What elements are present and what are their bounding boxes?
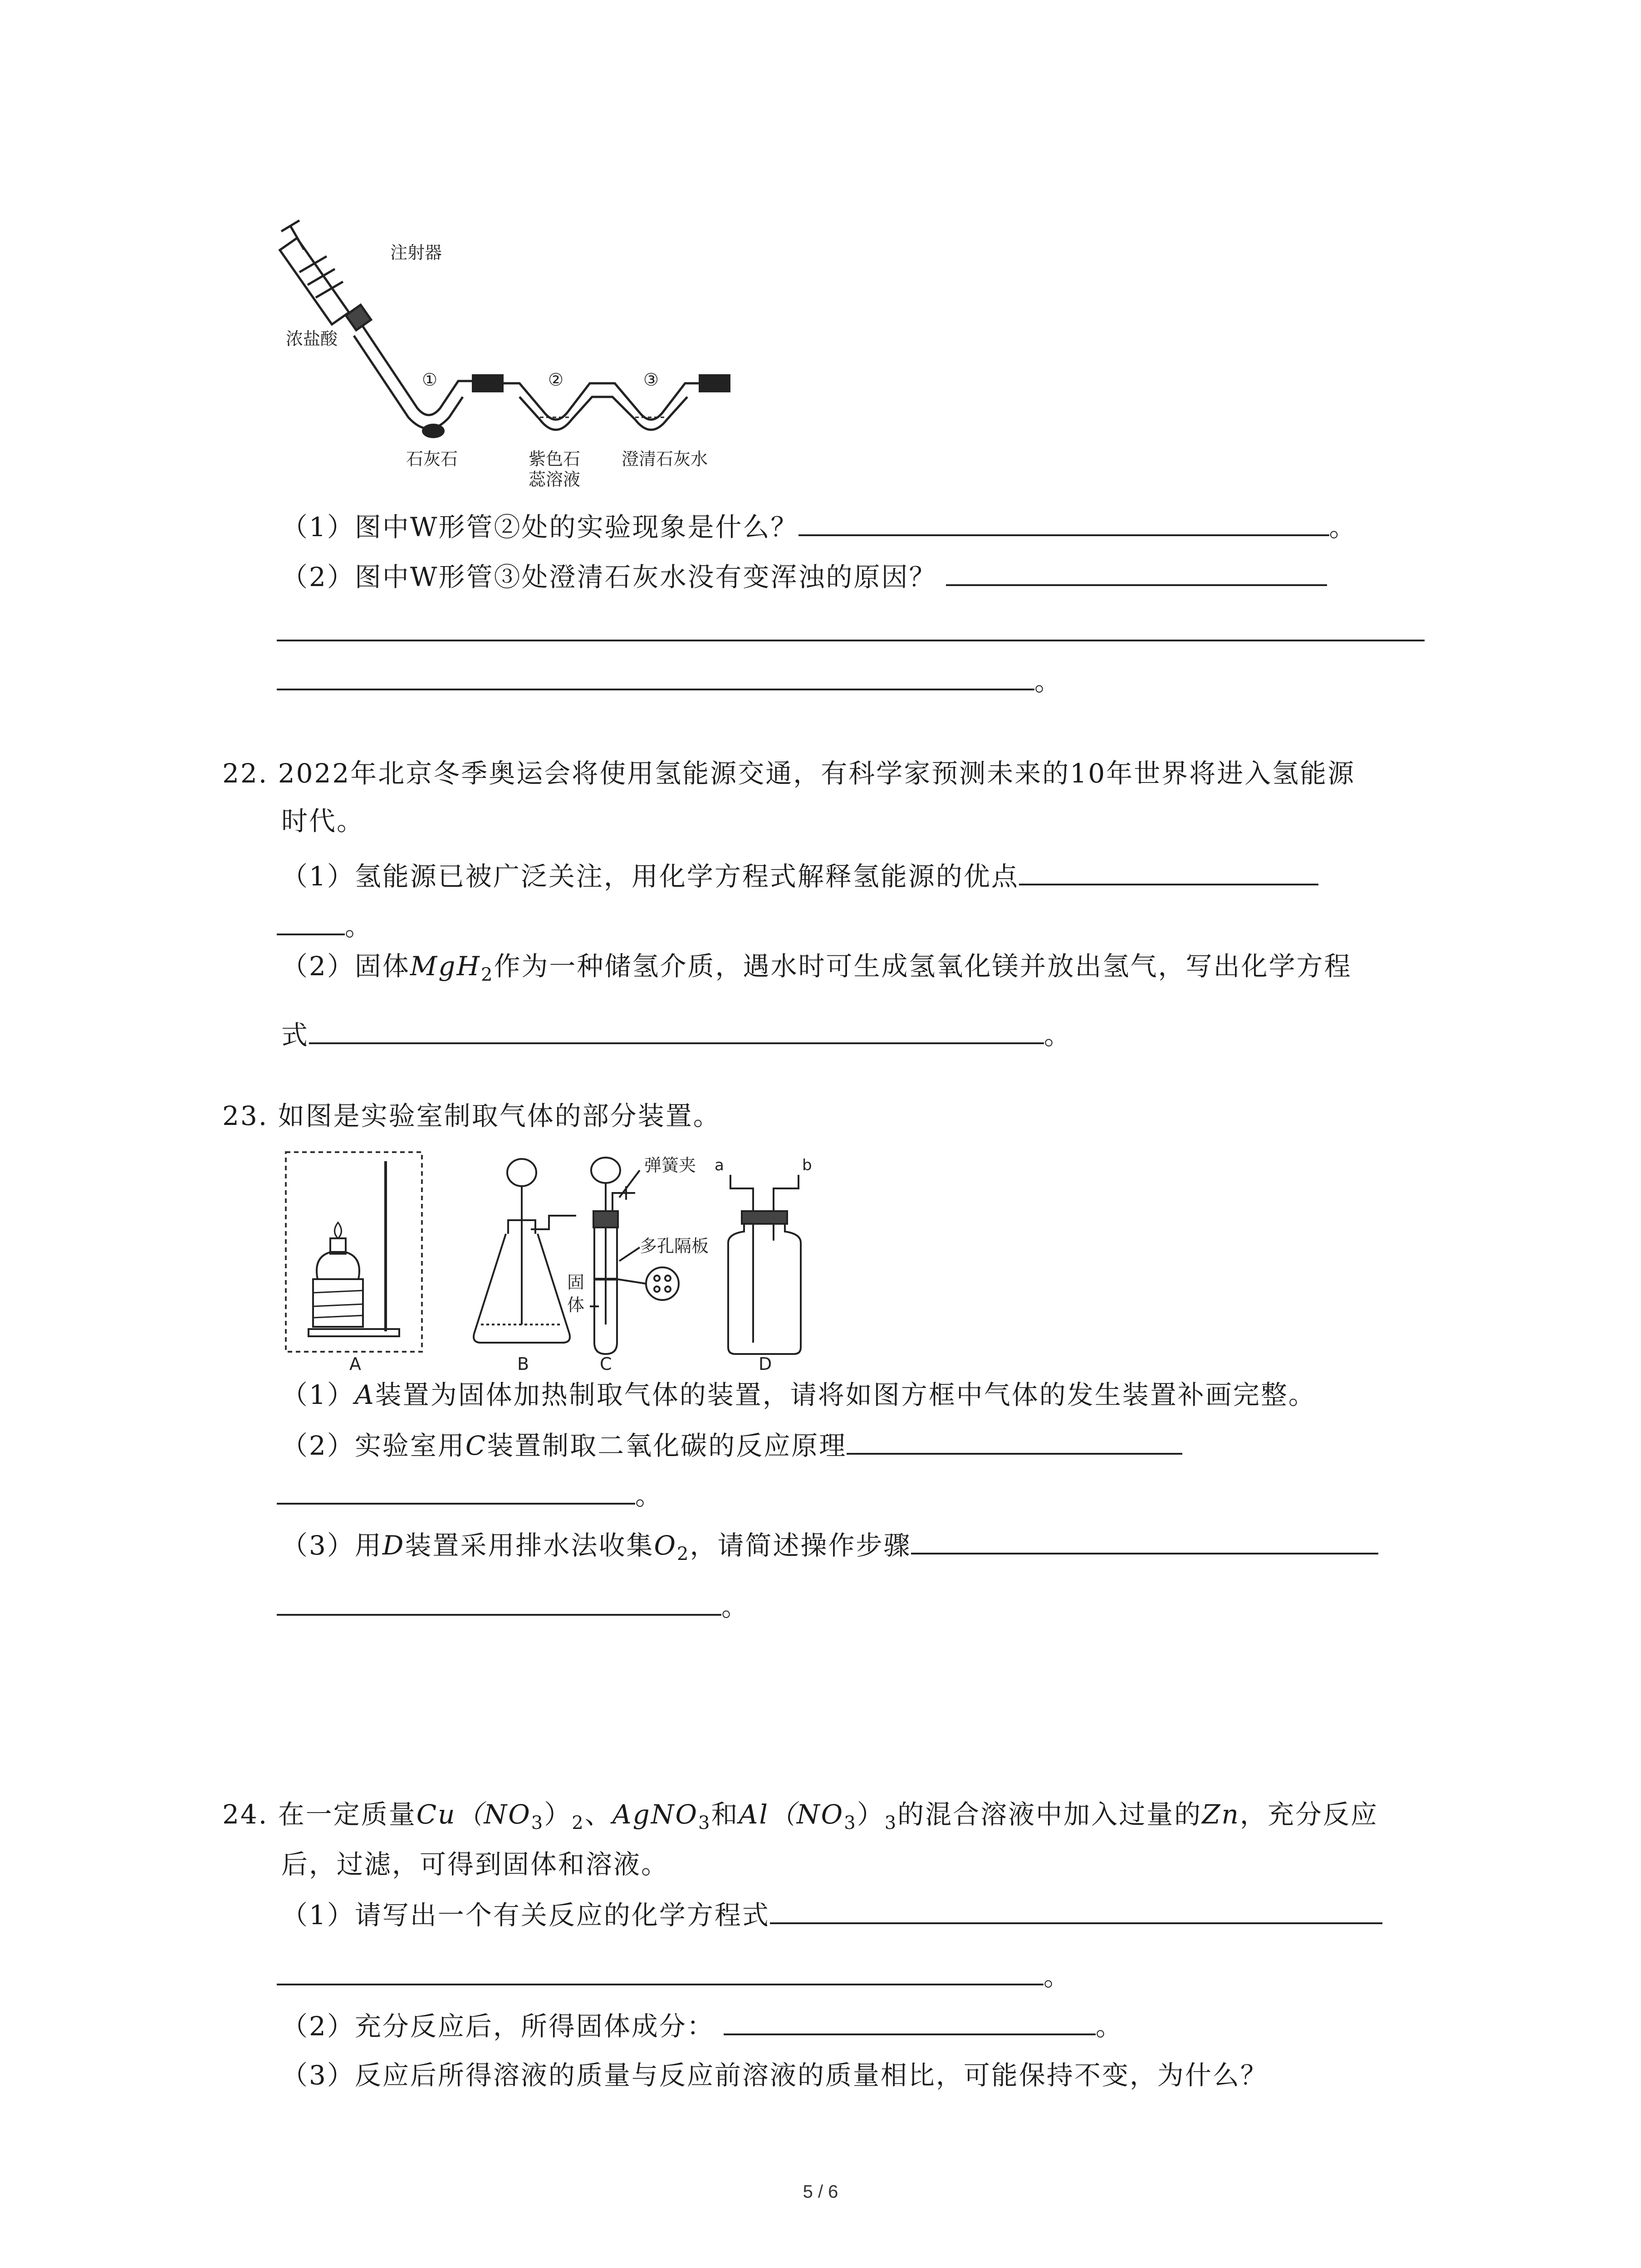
q22-sub1-line2: 。	[277, 907, 372, 944]
q24-sub2: （2）充分反应后，所得固体成分： 。	[281, 2007, 1123, 2044]
q22-sub1: （1）氢能源已被广泛关注，用化学方程式解释氢能源的优点	[281, 857, 1318, 894]
q24-sub1-line2: 。	[277, 1957, 1071, 1994]
apparatus-a	[286, 1152, 422, 1374]
q22-stem-line2: 时代。	[281, 806, 365, 836]
q21-answer1-blank[interactable]	[798, 508, 1329, 536]
q21-sub2: （2）图中W形管③处澄清石灰水没有变浑浊的原因？	[281, 558, 1327, 595]
q22-stem-line1: 22. 2022年北京冬季奥运会将使用氢能源交通，有科学家预测未来的10年世界将进入氢能源	[222, 758, 1356, 789]
q23-sub2: （2）实验室用C装置制取二氧化碳的反应原理	[281, 1427, 1182, 1464]
q23-sub2-line2: 。	[277, 1476, 663, 1514]
porous-plate-label: 多孔隔板	[640, 1236, 709, 1256]
q24-answer2-blank[interactable]	[724, 2007, 1096, 2035]
apparatus-b-label: B	[517, 1354, 529, 1374]
solid-label-1: 固	[567, 1272, 585, 1292]
pos1-label: ①	[422, 370, 438, 390]
q23-sub3-line2: 。	[277, 1588, 749, 1625]
limestone-label: 石灰石	[406, 449, 458, 469]
q24-stem-line2: 后，过滤，可得到固体和溶液。	[281, 1849, 669, 1880]
q23-answer3-line2[interactable]	[277, 1588, 721, 1616]
litmus-label-1: 紫色石	[529, 449, 581, 469]
pos2-label: ②	[548, 370, 564, 390]
q21-sub2-line3: 。	[277, 662, 1062, 699]
w-tube-figure	[272, 218, 771, 490]
port-b-label: b	[802, 1156, 812, 1174]
apparatus-a-label: A	[349, 1354, 361, 1374]
q22-sub2: （2）固体MgH$_2$作为一种储氢介质，遇水时可生成氢氧化镁并放出氢气，写出化学方程	[281, 951, 1352, 985]
q21-answer2-blank[interactable]	[946, 558, 1327, 586]
spring-clip-label: 弹簧夹	[644, 1155, 696, 1175]
q23-stem: 23. 如图是实验室制取气体的部分装置。	[222, 1100, 721, 1131]
q24-answer1-line2[interactable]	[277, 1957, 1043, 1985]
syringe-label: 注射器	[390, 243, 442, 263]
pos3-label: ③	[643, 370, 659, 390]
apparatus-d	[728, 1175, 801, 1354]
solid-label-2: 体	[567, 1295, 585, 1315]
q21-answer2-line2[interactable]	[277, 640, 1425, 641]
q24-sub3: （3）反应后所得溶液的质量与反应前溶液的质量相比，可能保持不变，为什么？	[281, 2060, 1268, 2091]
q23-answer2-blank[interactable]	[847, 1427, 1182, 1455]
q24-answer1-blank[interactable]	[770, 1896, 1382, 1924]
limestone-lump	[422, 424, 445, 438]
litmus-label-2: 蕊溶液	[529, 469, 581, 489]
q23-answer3-blank[interactable]	[911, 1526, 1378, 1554]
q24-stem-line1: 24. 在一定质量$Cu(NO_3)_2$、AgNO$_3$和$Al(NO_3)_3$的混合溶液中加入过量的Zn，充分反应	[222, 1799, 1378, 1833]
limewater-label: 澄清石灰水	[622, 449, 708, 469]
q21-answer2-line3[interactable]	[277, 662, 1034, 690]
q23-number: 23.	[222, 1100, 269, 1131]
q22-answer1-line2[interactable]	[277, 907, 345, 935]
apparatus-figure	[277, 1143, 867, 1379]
q22-answer2-blank[interactable]	[309, 1016, 1044, 1044]
apparatus-c-label: C	[600, 1354, 612, 1374]
apparatus-d-label: D	[759, 1354, 772, 1374]
q22-number: 22.	[222, 758, 269, 789]
q23-sub1: （1）A装置为固体加热制取气体的装置，请将如图方框中气体的发生装置补画完整。	[281, 1379, 1316, 1410]
q23-sub3: （3）用D装置采用排水法收集$O_2$，请简述操作步骤	[281, 1526, 1378, 1572]
q22-answer1-blank[interactable]	[1019, 857, 1318, 885]
q22-sub2-line2: 式 。	[281, 1016, 1072, 1053]
page-number: 5 / 6	[803, 2182, 838, 2202]
port-a-label: a	[715, 1156, 724, 1174]
q21-sub1: （1）图中W形管②处的实验现象是什么？ 。	[281, 508, 1357, 545]
syringe-icon	[280, 220, 371, 330]
q24-number: 24.	[222, 1799, 269, 1830]
acid-label: 浓盐酸	[286, 329, 338, 349]
rubber-connector-1	[472, 374, 504, 392]
q24-sub1: （1）请写出一个有关反应的化学方程式	[281, 1896, 1382, 1933]
w-tube	[363, 327, 472, 415]
q23-answer2-line2[interactable]	[277, 1476, 635, 1505]
apparatus-b	[474, 1159, 576, 1343]
rubber-connector-2	[699, 374, 730, 392]
